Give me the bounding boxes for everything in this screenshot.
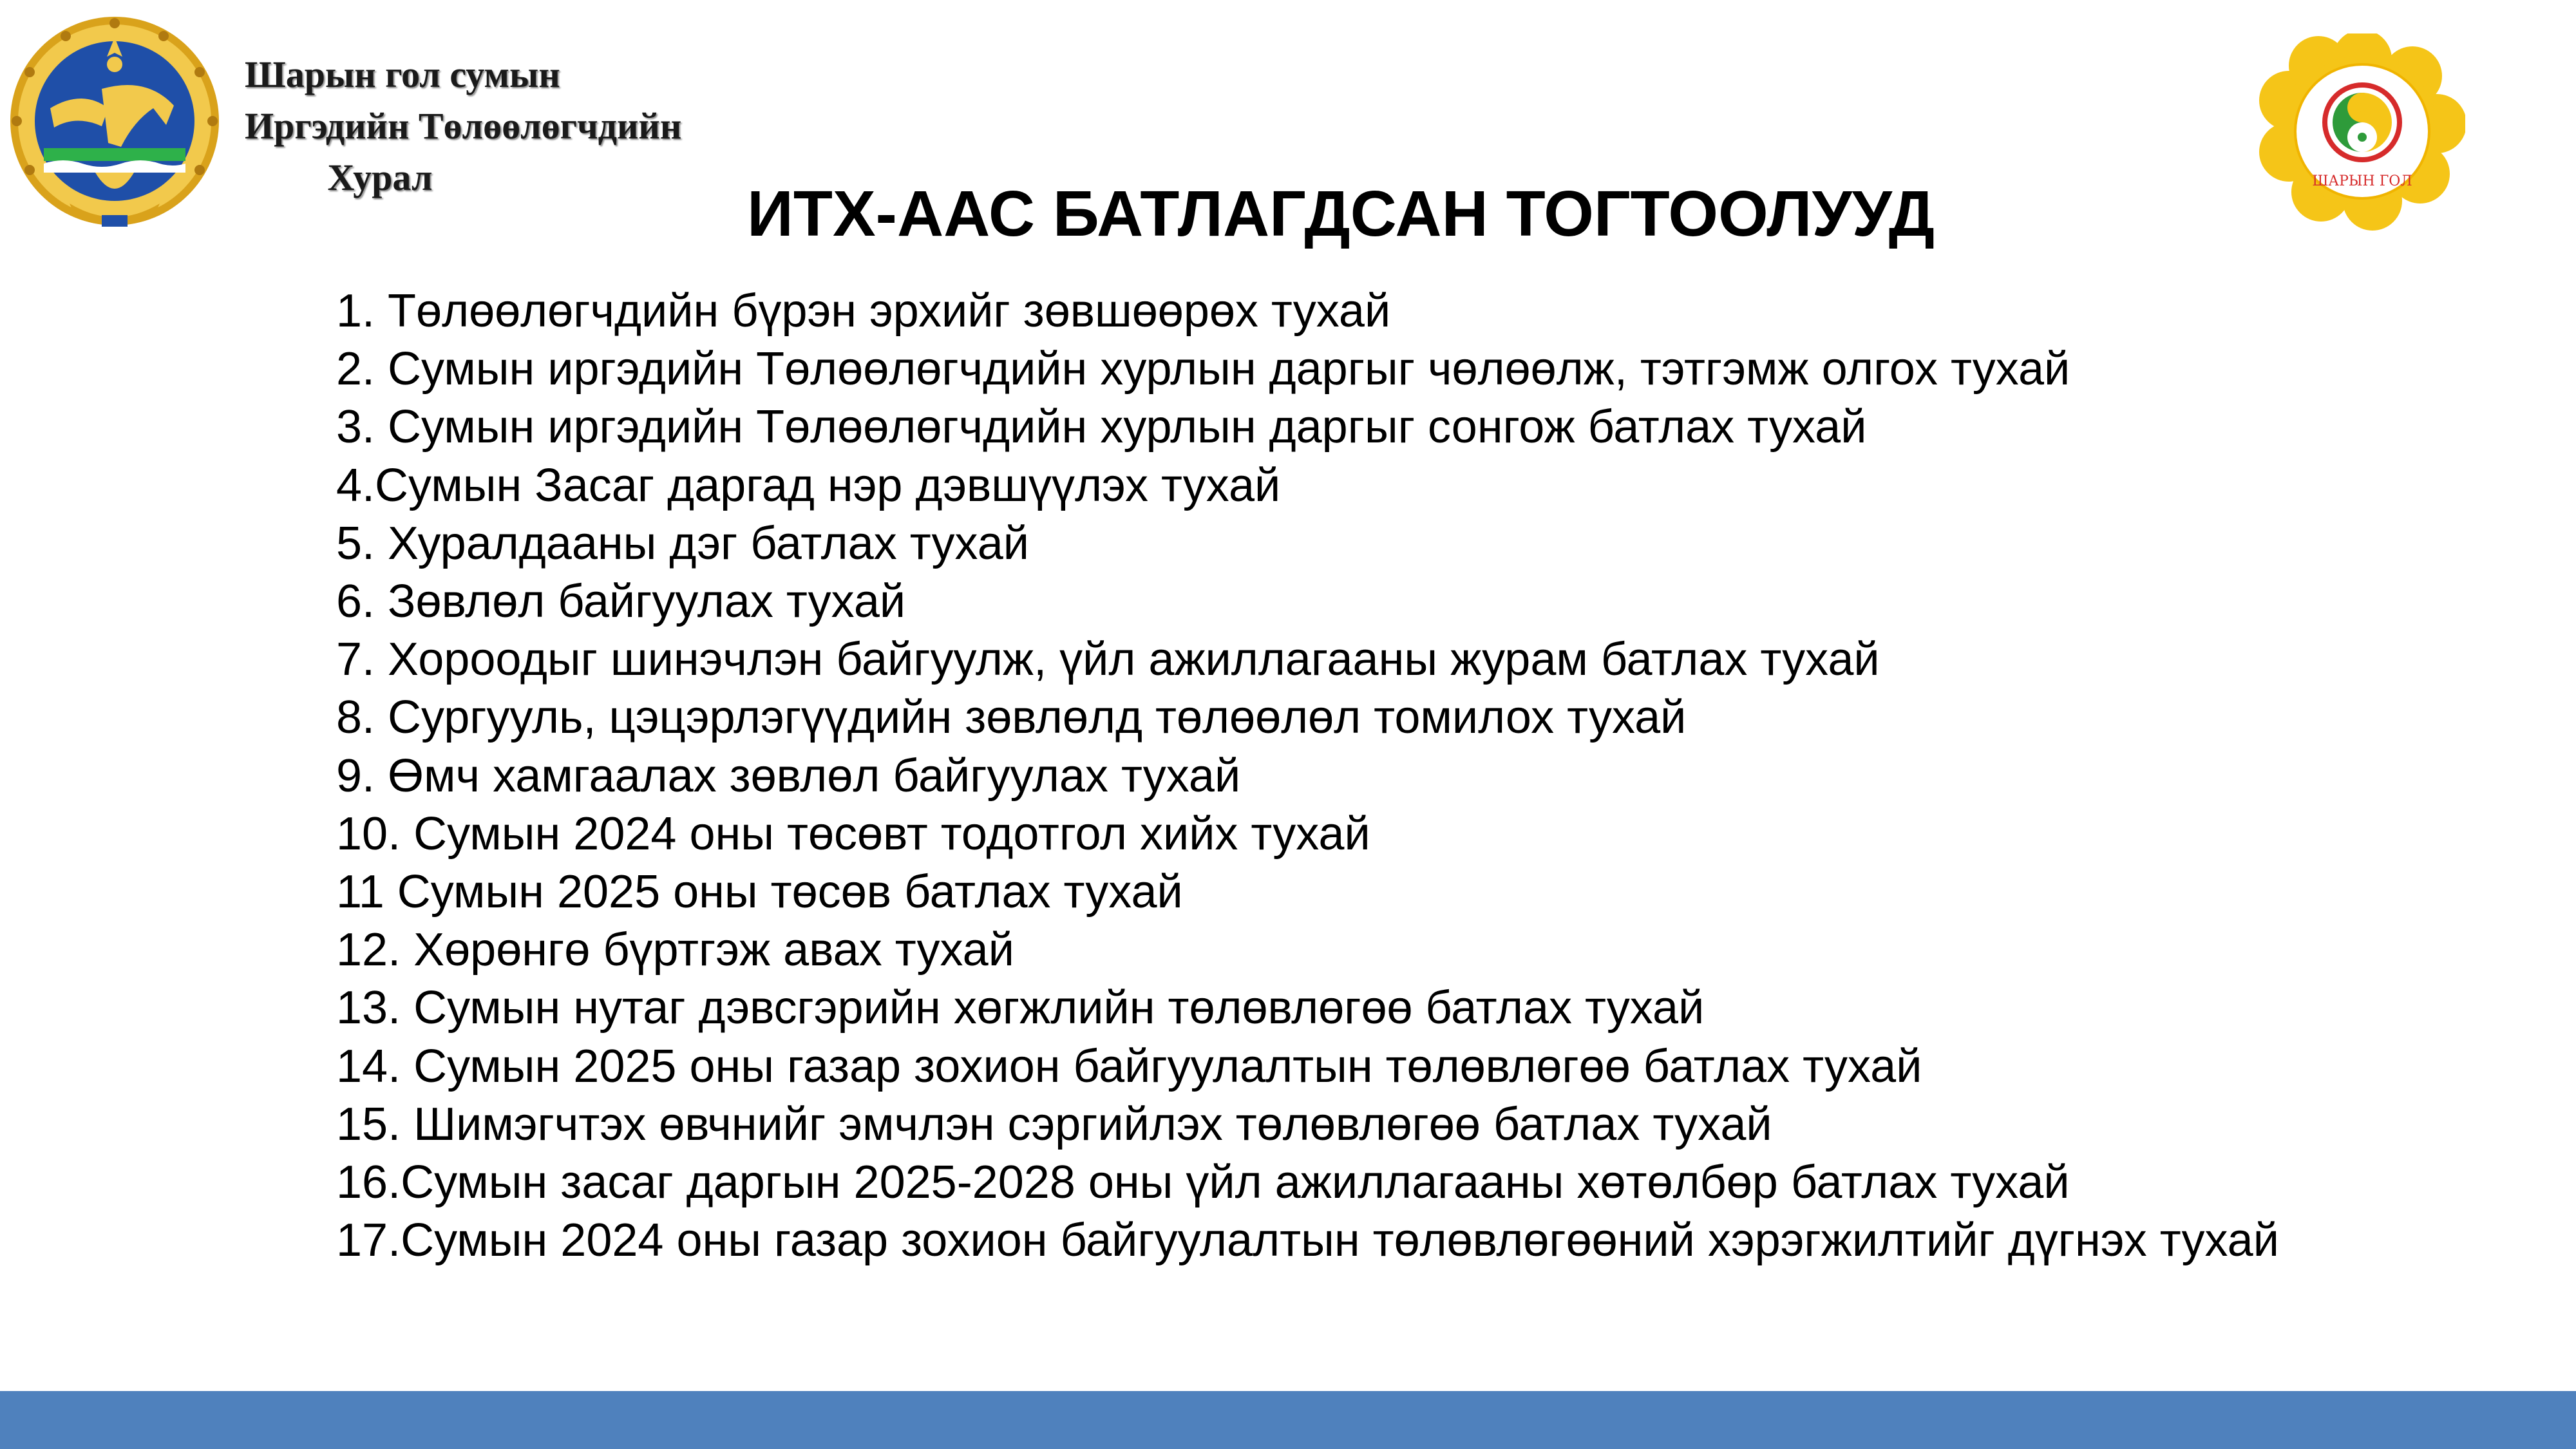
mongolia-state-emblem-icon [5,12,224,237]
organization-name-line-2: Иргэдийн Төлөөлөгчдийн [245,105,682,147]
list-item: 3. Сумын иргэдийн Төлөөлөгчдийн хурлын даргыг сонгож батлах тухай [336,401,1867,453]
logo-text: ШАРЫН ГОЛ [2312,173,2412,189]
footer-bar [0,1391,2576,1449]
organization-name [245,49,682,204]
organization-name-line-1: Шарын гол сумын [245,53,560,95]
list-item: 15. Шимэгчтэх өвчнийг эмчлэн сэргийлэх төлөвлөгөө батлах тухай [336,1098,1772,1150]
list-item: 9. Өмч хамгаалах зөвлөл байгуулах тухай [336,750,1241,802]
page-title: ИТХ-ААС БАТЛАГДСАН ТОГТООЛУУД [747,178,1935,250]
list-item: 17.Сумын 2024 оны газар зохион байгуулалтын төлөвлөгөөний хэрэгжилтийг дүгнэх тухай [336,1215,2279,1267]
list-item: 1. Төлөөлөгчдийн бүрэн эрхийг зөвшөөрөх тухай [336,285,1391,337]
list-item: 8. Сургууль, цэцэрлэгүүдийн зөвлөлд төлөөлөл томилох тухай [336,692,1687,744]
list-item: 14. Сумын 2025 оны газар зохион байгуулалтын төлөвлөгөө батлах тухай [336,1040,1922,1092]
list-item: 7. Хороодыг шинэчлэн байгуулж, үйл ажиллагааны журам батлах тухай [336,634,1880,686]
sharyn-gol-logo-icon [2259,33,2465,233]
list-item: 10. Сумын 2024 оны төсөвт тодотгол хийх тухай [336,808,1370,860]
list-item: 4.Сумын Засаг даргад нэр дэвшүүлэх тухай [336,459,1281,511]
list-item: 12. Хөрөнгө бүртгэж авах тухай [336,924,1014,976]
list-item: 11 Сумын 2025 оны төсөв батлах тухай [336,866,1183,918]
list-item: 6. Зөвлөл байгуулах тухай [336,576,906,628]
resolutions-list [336,282,2279,1269]
organization-name-line-3: Хурал [327,156,433,198]
list-item: 2. Сумын иргэдийн Төлөөлөгчдийн хурлын даргыг чөлөөлж, тэтгэмж олгох тухай [336,343,2070,395]
list-item: 16.Сумын засаг даргын 2025-2028 оны үйл ажиллагааны хөтөлбөр батлах тухай [336,1157,2070,1209]
list-item: 5. Хуралдааны дэг батлах тухай [336,517,1029,569]
list-item: 13. Сумын нутаг дэвсгэрийн хөгжлийн төлөвлөгөө батлах тухай [336,982,1705,1034]
